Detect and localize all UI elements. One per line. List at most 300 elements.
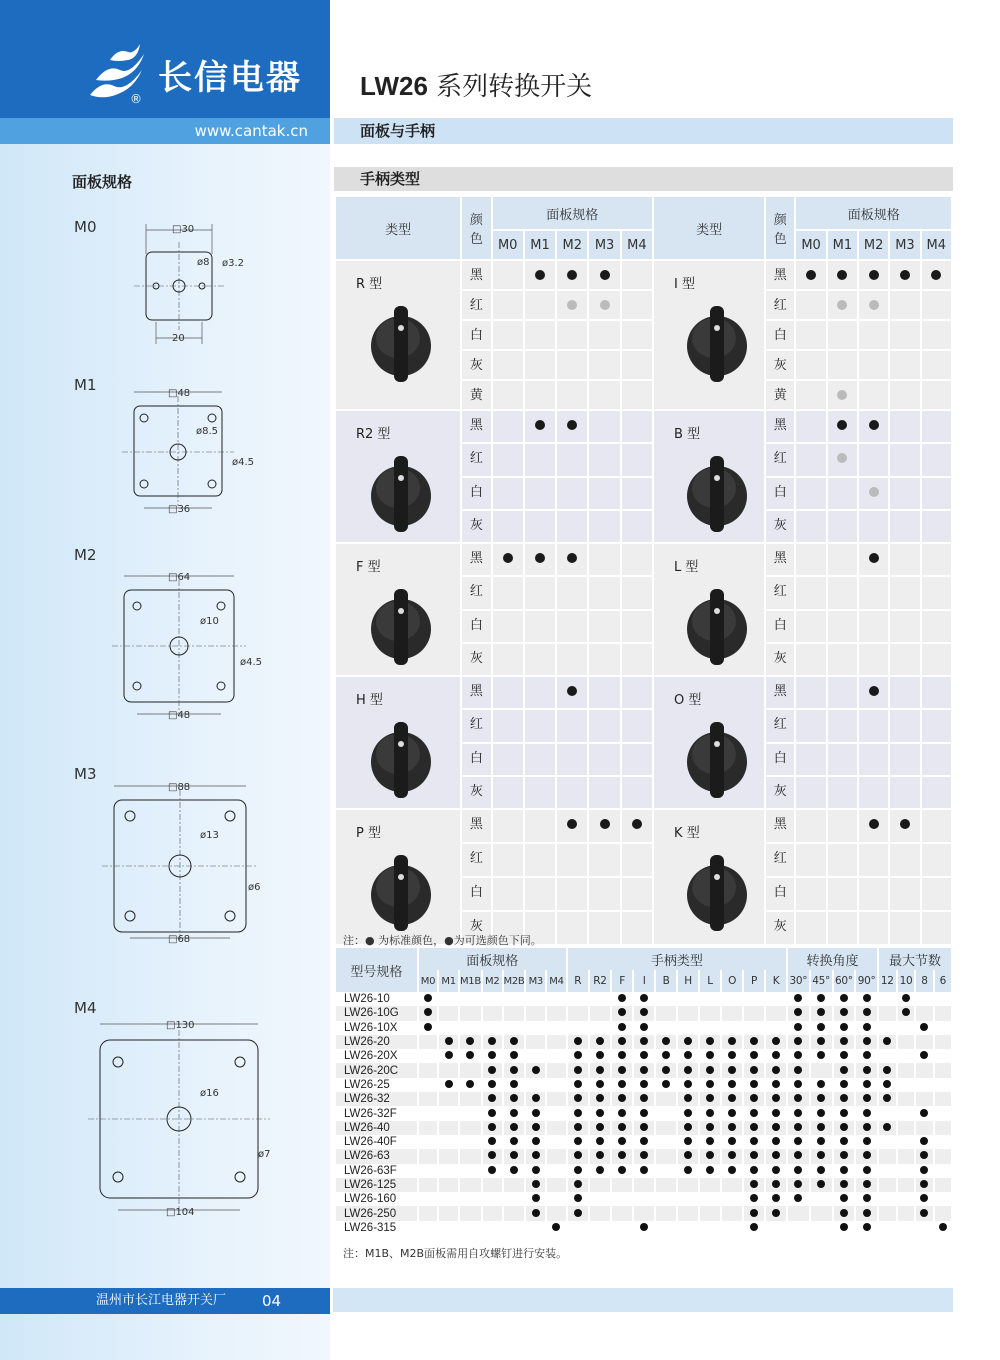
m4-square-dim: □130	[166, 1020, 195, 1031]
handle-availability-cell	[890, 291, 919, 319]
handle-availability-cell	[525, 381, 555, 409]
model-cell	[744, 1178, 764, 1192]
model-name: LW26-20C	[336, 1063, 417, 1077]
handle-availability-cell	[859, 261, 888, 289]
handle-availability-cell	[890, 321, 919, 349]
model-cell	[700, 1135, 720, 1149]
model-cell	[856, 992, 877, 1006]
m3-screw-dim: ø6	[248, 882, 261, 893]
available-dot	[618, 1051, 626, 1059]
model-cell	[439, 1178, 458, 1192]
model-row	[336, 1078, 951, 1092]
section-subtitle: 面板与手柄	[334, 118, 953, 144]
model-cell	[788, 1192, 809, 1206]
model-cell	[916, 1021, 932, 1035]
handle-color-label: 白	[462, 478, 490, 509]
handle-color-label: 灰	[462, 511, 490, 542]
model-cell	[935, 1192, 951, 1206]
handle-availability-cell	[890, 544, 919, 575]
handle-availability-cell	[589, 381, 619, 409]
handle-availability-cell	[922, 677, 951, 708]
available-dot	[817, 1166, 825, 1174]
handle-availability-cell	[890, 611, 919, 642]
handle-type-label: R2 型	[356, 427, 391, 442]
handle-availability-cell	[557, 878, 587, 910]
handle-availability-cell	[589, 444, 619, 475]
type-header-left: 类型	[336, 197, 460, 259]
m2-spacing-dim: □48	[168, 710, 191, 721]
model-cell	[744, 1221, 764, 1235]
model-cell	[722, 1192, 742, 1206]
model-cell	[678, 1049, 698, 1063]
standard-color-dot	[535, 270, 545, 280]
available-dot	[640, 1109, 648, 1117]
model-cell	[504, 1135, 525, 1149]
standard-color-dot	[567, 270, 577, 280]
available-dot	[596, 1151, 604, 1159]
available-dot	[640, 1094, 648, 1102]
model-cell	[568, 1106, 588, 1120]
model-cell	[419, 1106, 438, 1120]
handle-availability-cell	[890, 677, 919, 708]
handle-color-label: 灰	[462, 351, 490, 379]
model-cell	[656, 1078, 676, 1092]
model-cell	[439, 1021, 458, 1035]
model-cell	[916, 992, 932, 1006]
page-title	[360, 66, 592, 103]
model-cell	[547, 1135, 566, 1149]
handle-type-cell	[654, 411, 764, 542]
model-cell	[612, 992, 632, 1006]
handle-availability-cell	[525, 577, 555, 608]
model-name: LW26-32F	[344, 1107, 397, 1120]
model-cell	[460, 1149, 481, 1163]
handle-availability-cell	[557, 677, 587, 708]
m1-spacing-dim: □36	[168, 504, 191, 515]
available-dot	[794, 1166, 802, 1174]
available-dot	[640, 1066, 648, 1074]
model-cell	[898, 1149, 915, 1163]
model-cell	[612, 1135, 632, 1149]
standard-color-dot	[900, 270, 910, 280]
model-cell	[460, 1221, 481, 1235]
available-dot	[902, 1008, 910, 1016]
model-cell	[744, 1092, 764, 1106]
model-cell	[656, 1178, 676, 1192]
handle-availability-cell	[589, 677, 619, 708]
model-cell	[419, 1206, 438, 1220]
model-row	[336, 1221, 951, 1235]
optional-color-dot	[837, 390, 847, 400]
model-cell	[788, 1164, 809, 1178]
available-dot	[424, 1023, 432, 1031]
handle-type-cell	[654, 261, 764, 409]
website-url[interactable]: www.cantak.cn	[0, 118, 330, 144]
model-cell	[700, 1092, 720, 1106]
model-cell	[700, 1206, 720, 1220]
handle-availability-cell	[622, 351, 652, 379]
handle-availability-cell	[890, 878, 919, 910]
model-cell	[590, 1164, 610, 1178]
available-dot	[840, 1194, 848, 1202]
model-cell	[656, 1135, 676, 1149]
m2-square-dim: □64	[168, 572, 191, 583]
stages-header: 最大节数	[879, 948, 951, 970]
model-cell	[439, 1006, 458, 1020]
model-cell	[766, 1078, 786, 1092]
model-cell	[916, 1092, 932, 1106]
handle-type-cell	[336, 411, 460, 542]
available-dot	[532, 1109, 540, 1117]
handle-availability-cell	[622, 844, 652, 876]
handle-availability-cell	[622, 291, 652, 319]
available-dot	[510, 1051, 518, 1059]
available-dot	[684, 1094, 692, 1102]
handle-color-label: 白	[462, 611, 490, 642]
available-dot	[728, 1066, 736, 1074]
model-cell	[811, 1149, 832, 1163]
model-cell	[788, 1035, 809, 1049]
model-cell	[898, 1192, 915, 1206]
handle-availability-cell	[890, 844, 919, 876]
model-cell	[916, 1135, 932, 1149]
model-cell	[419, 1121, 438, 1135]
model-subheader: 60°	[834, 970, 855, 992]
available-dot	[840, 1094, 848, 1102]
handle-availability-cell	[796, 577, 825, 608]
panel-label-m0: M0	[74, 218, 97, 236]
model-cell	[634, 1164, 654, 1178]
panel-label-m4: M4	[74, 999, 97, 1017]
model-cell	[898, 1021, 915, 1035]
model-cell	[722, 1164, 742, 1178]
handle-availability-cell	[589, 710, 619, 741]
handle-color-label: 红	[462, 291, 490, 319]
model-row	[336, 1192, 951, 1206]
handle-availability-cell	[525, 777, 555, 808]
model-name: LW26-10	[344, 993, 390, 1006]
available-dot	[532, 1166, 540, 1174]
model-cell	[811, 1063, 832, 1077]
model-cell	[678, 1206, 698, 1220]
model-cell	[656, 1149, 676, 1163]
model-cell	[526, 1049, 545, 1063]
model-cell	[898, 1135, 915, 1149]
available-dot	[574, 1123, 582, 1131]
available-dot	[772, 1066, 780, 1074]
model-cell	[439, 1063, 458, 1077]
model-cell	[526, 1106, 545, 1120]
handle-availability-cell	[859, 321, 888, 349]
model-cell	[483, 1178, 502, 1192]
model-cell	[744, 1063, 764, 1077]
available-dot	[640, 1080, 648, 1088]
available-dot	[596, 1080, 604, 1088]
model-subheader: I	[634, 970, 654, 992]
available-dot	[840, 1209, 848, 1217]
available-dot	[640, 1223, 648, 1231]
model-cell	[834, 1035, 855, 1049]
optional-color-dot	[837, 300, 847, 310]
model-cell	[788, 1149, 809, 1163]
available-dot	[706, 1051, 714, 1059]
model-cell	[547, 1206, 566, 1220]
handle-availability-cell	[796, 710, 825, 741]
handle-availability-cell	[557, 644, 587, 675]
available-dot	[817, 1008, 825, 1016]
available-dot	[863, 1194, 871, 1202]
model-cell	[834, 1106, 855, 1120]
available-dot	[840, 1166, 848, 1174]
model-cell	[935, 1063, 951, 1077]
handle-availability-cell	[493, 321, 523, 349]
handle-color-label: 黑	[766, 810, 794, 842]
available-dot	[840, 1123, 848, 1131]
available-dot	[863, 1008, 871, 1016]
handle-availability-cell	[525, 478, 555, 509]
model-cell	[568, 1206, 588, 1220]
available-dot	[772, 1151, 780, 1159]
model-cell	[612, 1049, 632, 1063]
handle-type-label: L 型	[674, 560, 699, 575]
handle-availability-cell	[828, 544, 857, 575]
available-dot	[750, 1194, 758, 1202]
model-cell	[788, 1021, 809, 1035]
model-cell	[460, 1192, 481, 1206]
model-cell	[547, 992, 566, 1006]
model-cell	[504, 1192, 525, 1206]
model-cell	[811, 1192, 832, 1206]
type-header-right: 类型	[654, 197, 764, 259]
handle-row	[336, 544, 951, 575]
handle-availability-cell	[525, 511, 555, 542]
handle-knob-icon	[366, 847, 436, 937]
standard-color-dot	[837, 270, 847, 280]
model-cell	[898, 992, 915, 1006]
model-cell	[935, 1121, 951, 1135]
model-cell	[483, 1164, 502, 1178]
handle-availability-cell	[796, 351, 825, 379]
model-cell	[879, 1121, 896, 1135]
available-dot	[794, 1123, 802, 1131]
available-dot	[750, 1123, 758, 1131]
model-cell	[678, 1092, 698, 1106]
available-dot	[618, 1066, 626, 1074]
model-cell	[526, 1021, 545, 1035]
handle-color-label: 黄	[766, 381, 794, 409]
handle-type-cell	[336, 677, 460, 808]
available-dot	[640, 1137, 648, 1145]
model-cell	[419, 1149, 438, 1163]
available-dot	[863, 1137, 871, 1145]
model-cell	[935, 1106, 951, 1120]
model-cell	[634, 1121, 654, 1135]
model-cell	[916, 1006, 932, 1020]
panel-drawing-m0	[130, 218, 260, 348]
available-dot	[706, 1137, 714, 1145]
available-dot	[840, 1023, 848, 1031]
available-dot	[794, 1180, 802, 1188]
model-cell	[568, 1006, 588, 1020]
available-dot	[466, 1037, 474, 1045]
handle-availability-cell	[622, 577, 652, 608]
model-cell	[744, 1006, 764, 1020]
available-dot	[445, 1037, 453, 1045]
model-cell	[788, 1078, 809, 1092]
handle-availability-cell	[557, 511, 587, 542]
model-cell	[483, 1106, 502, 1120]
model-cell	[656, 1035, 676, 1049]
model-cell	[439, 992, 458, 1006]
handle-availability-cell	[828, 444, 857, 475]
handle-availability-cell	[859, 611, 888, 642]
handle-availability-cell	[828, 777, 857, 808]
footer-band	[333, 1288, 953, 1312]
model-cell	[590, 1092, 610, 1106]
available-dot	[794, 1008, 802, 1016]
model-cell	[612, 1078, 632, 1092]
model-cell	[439, 1135, 458, 1149]
handle-availability-cell	[493, 844, 523, 876]
available-dot	[488, 1166, 496, 1174]
model-cell	[526, 1164, 545, 1178]
model-cell	[634, 1078, 654, 1092]
handle-availability-cell	[859, 478, 888, 509]
model-cell	[483, 1021, 502, 1035]
handle-availability-cell	[922, 321, 951, 349]
model-cell	[916, 1063, 932, 1077]
handle-availability-cell	[589, 511, 619, 542]
model-cell	[483, 1192, 502, 1206]
model-cell	[419, 1135, 438, 1149]
model-cell	[811, 1006, 832, 1020]
handle-knob-icon	[682, 714, 752, 804]
handle-availability-cell	[828, 844, 857, 876]
model-cell	[483, 1206, 502, 1220]
standard-color-dot	[900, 819, 910, 829]
model-cell	[879, 1035, 896, 1049]
handle-color-label: 白	[462, 744, 490, 775]
model-row	[336, 1035, 951, 1049]
handle-availability-cell	[493, 411, 523, 442]
model-cell	[811, 1206, 832, 1220]
handle-availability-cell	[828, 912, 857, 944]
model-cell	[612, 1063, 632, 1077]
handle-availability-cell	[557, 810, 587, 842]
handle-availability-cell	[525, 261, 555, 289]
available-dot	[596, 1066, 604, 1074]
model-name: LW26-250	[336, 1206, 417, 1220]
model-cell	[590, 1106, 610, 1120]
handle-type-cell	[654, 810, 764, 944]
available-dot	[684, 1080, 692, 1088]
m4-spacing-dim: □104	[166, 1207, 195, 1218]
handle-availability-cell	[796, 321, 825, 349]
available-dot	[466, 1080, 474, 1088]
available-dot	[532, 1094, 540, 1102]
model-cell	[656, 1164, 676, 1178]
model-cell	[612, 1121, 632, 1135]
model-cell	[744, 1192, 764, 1206]
available-dot	[618, 994, 626, 1002]
handle-knob-icon	[682, 581, 752, 671]
model-cell	[811, 1106, 832, 1120]
model-cell	[700, 992, 720, 1006]
model-cell	[568, 1121, 588, 1135]
model-cell	[419, 1164, 438, 1178]
model-name: LW26-10X	[344, 1021, 398, 1034]
model-cell	[898, 1063, 915, 1077]
standard-color-dot	[567, 553, 577, 563]
model-row	[336, 1121, 951, 1135]
model-cell	[722, 1221, 742, 1235]
model-cell	[526, 1121, 545, 1135]
handle-availability-cell	[557, 710, 587, 741]
model-cell	[483, 1221, 502, 1235]
footer-company: 温州市长江电器开关厂	[96, 1293, 227, 1308]
handle-availability-cell	[828, 381, 857, 409]
handle-availability-cell	[525, 321, 555, 349]
available-dot	[817, 1137, 825, 1145]
handle-color-label: 红	[462, 577, 490, 608]
model-cell	[568, 1192, 588, 1206]
model-cell	[547, 1178, 566, 1192]
model-name: LW26-63	[336, 1149, 417, 1163]
model-cell	[898, 1049, 915, 1063]
model-cell	[439, 1092, 458, 1106]
handle-availability-cell	[922, 291, 951, 319]
model-cell	[700, 1192, 720, 1206]
model-cell	[879, 1006, 896, 1020]
model-cell	[834, 1164, 855, 1178]
model-cell	[612, 1192, 632, 1206]
handle-availability-cell	[493, 611, 523, 642]
handle-availability-cell	[828, 411, 857, 442]
handle-color-label: 灰	[766, 777, 794, 808]
handle-type-cell	[336, 544, 460, 675]
model-cell	[744, 1106, 764, 1120]
handle-row	[336, 810, 951, 842]
model-spec-table	[334, 948, 953, 1235]
model-cell	[656, 1092, 676, 1106]
standard-color-dot	[535, 553, 545, 563]
model-cell	[612, 1178, 632, 1192]
available-dot	[772, 1180, 780, 1188]
model-cell	[678, 1221, 698, 1235]
model-cell	[744, 1121, 764, 1135]
handle-color-label: 黄	[462, 381, 490, 409]
model-cell	[678, 1106, 698, 1120]
model-cell	[656, 1063, 676, 1077]
model-cell	[744, 992, 764, 1006]
available-dot	[574, 1066, 582, 1074]
model-cell	[526, 1192, 545, 1206]
model-cell	[916, 1192, 932, 1206]
handle-color-label: 黑	[462, 411, 490, 442]
handle-availability-cell	[493, 710, 523, 741]
m2-screw-dim: ø4.5	[240, 657, 263, 668]
handle-availability-cell	[828, 351, 857, 379]
available-dot	[488, 1109, 496, 1117]
available-dot	[817, 1037, 825, 1045]
model-cell	[439, 1149, 458, 1163]
model-cell	[526, 1063, 545, 1077]
handle-color-label: 黑	[462, 810, 490, 842]
handle-availability-cell	[796, 644, 825, 675]
model-name: LW26-63F	[344, 1164, 397, 1177]
panel-specs-title: 面板规格	[72, 173, 133, 191]
available-dot	[706, 1151, 714, 1159]
